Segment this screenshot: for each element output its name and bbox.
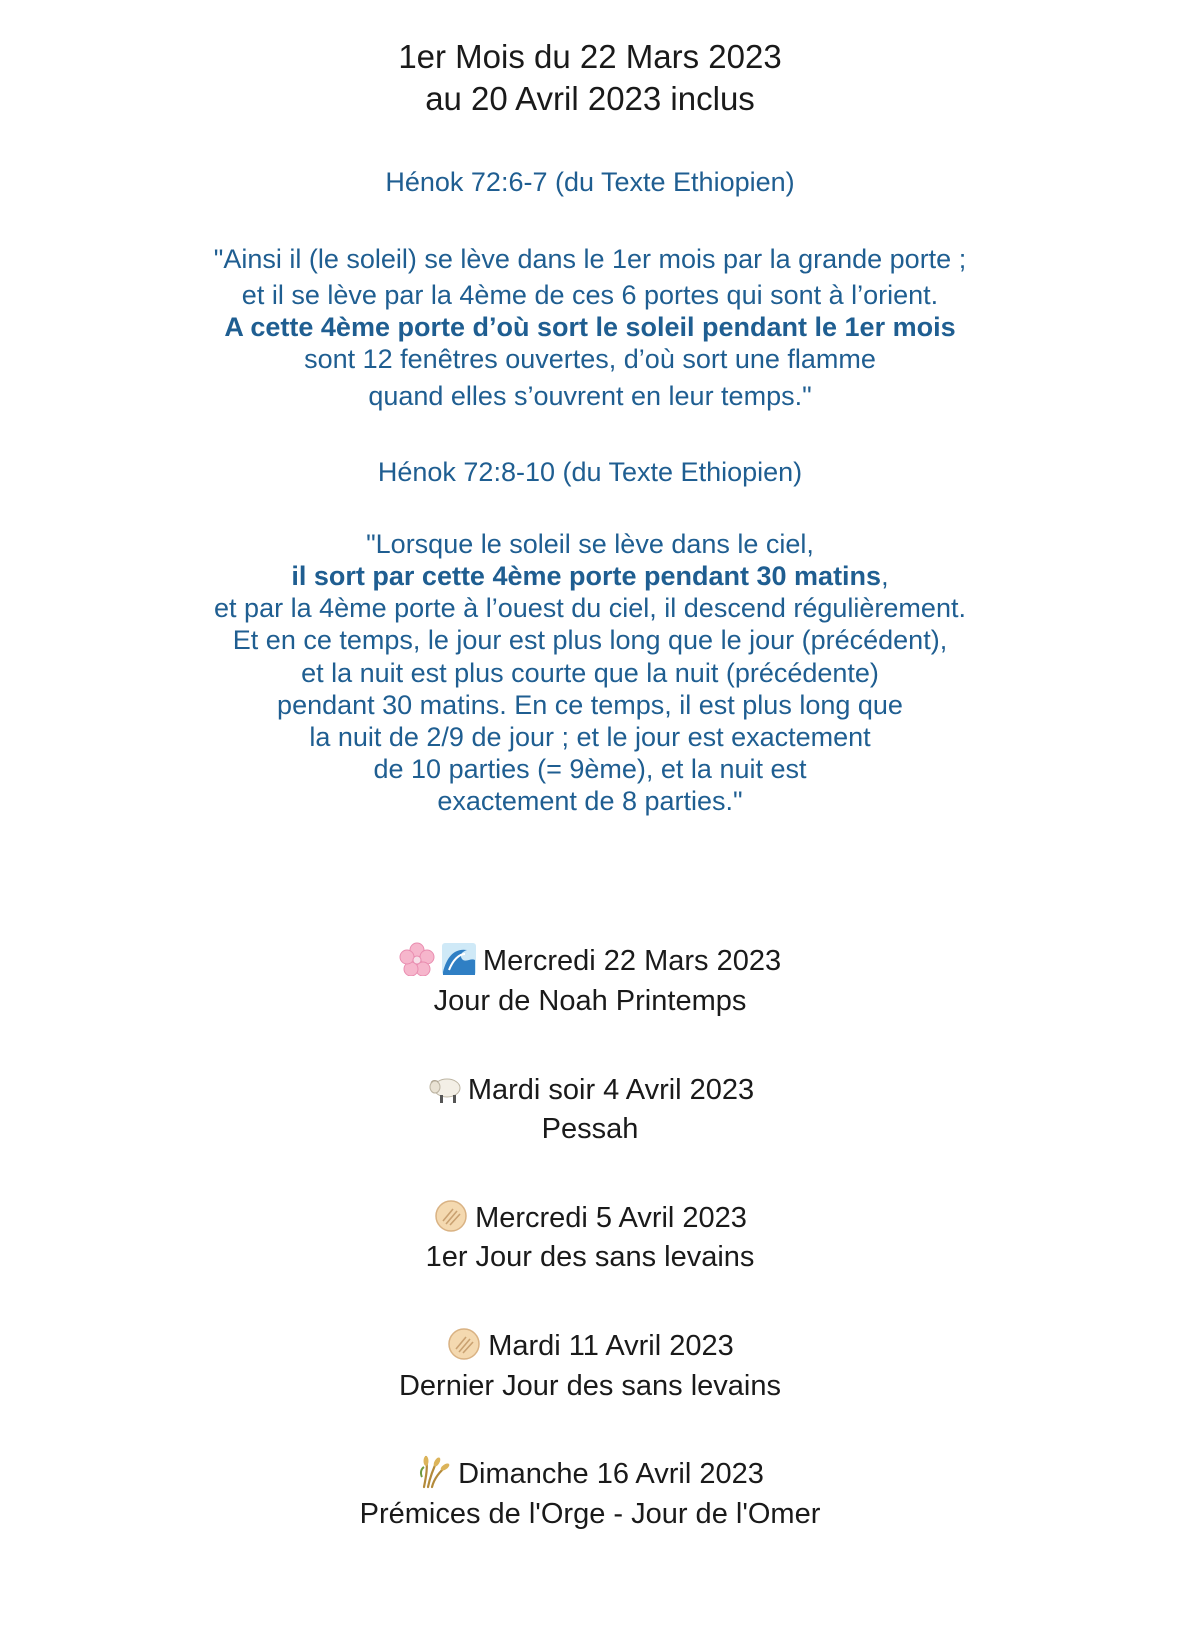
event-date-text: Mercredi 5 Avril 2023 [475,1202,747,1234]
passage-1-line: sont 12 fenêtres ouvertes, d’où sort une flamme [304,344,876,374]
passage-2-reference: Hénok 72:8-10 (du Texte Ethiopien) [377,457,803,487]
event-date-text: Mercredi 22 Mars 2023 [482,945,782,977]
sheaf-icon [416,1455,452,1489]
event-name: Dernier Jour des sans levains [398,1370,781,1402]
passage-2-line: "Lorsque le soleil se lève dans le ciel, [366,529,814,559]
blossom-icon [399,942,435,976]
event-name: Pessah [541,1113,639,1145]
event-name: Prémices de l'Orge - Jour de l'Omer [359,1498,821,1530]
month-title-line-1: 1er Mois du 22 Mars 2023 [398,38,782,75]
passage-1-line: quand elles s’ouvrent en leur temps." [368,381,812,411]
flatbread-icon [433,1199,469,1233]
event-date [0,942,1180,978]
passage-1-bold-text: A cette 4ème porte d’où sort le soleil pendant le 1er mois [224,312,956,342]
passage-2-line: et la nuit est plus courte que la nuit (précédente) [301,658,879,688]
event-date [0,1327,1180,1363]
flatbread-icon [446,1327,482,1361]
event-date-text: Mardi soir 4 Avril 2023 [467,1074,755,1106]
ram-icon [426,1071,462,1105]
passage-2-line: de 10 parties (= 9ème), et la nuit est [373,754,807,784]
passage-2-line: pendant 30 matins. En ce temps, il est plus long que [277,690,903,720]
passage-2-line: Et en ce temps, le jour est plus long que le jour (précédent), [232,625,948,655]
event-date [0,1199,1180,1235]
wave-icon [441,942,477,976]
passage-1-line: et il se lève par la 4ème de ces 6 portes qui sont à l’orient. [241,280,939,310]
event-date [0,1071,1180,1107]
passage-2-line: exactement de 8 parties." [437,786,743,816]
passage-1-line: "Ainsi il (le soleil) se lève dans le 1er mois par la grande porte ; [213,244,967,274]
passage-2-line: la nuit de 2/9 de jour ; et le jour est exactement [309,722,871,752]
event-name: Jour de Noah Printemps [433,985,747,1017]
passage-2-line-bold [0,561,1180,592]
event-date-text: Mardi 11 Avril 2023 [488,1330,734,1362]
event-date-text: Dimanche 16 Avril 2023 [458,1458,764,1490]
passage-2-line: et par la 4ème porte à l’ouest du ciel, il descend régulièrement. [214,593,966,623]
passage-2-comma: , [881,561,889,591]
month-title-line-2: au 20 Avril 2023 inclus [425,80,755,117]
passage-2-bold-text: il sort par cette 4ème porte pendant 30 matins [291,561,882,591]
passage-1-line-bold [0,312,1180,343]
passage-1-reference: Hénok 72:6-7 (du Texte Ethiopien) [385,167,795,197]
event-date [0,1455,1180,1491]
event-name: 1er Jour des sans levains [425,1241,755,1273]
